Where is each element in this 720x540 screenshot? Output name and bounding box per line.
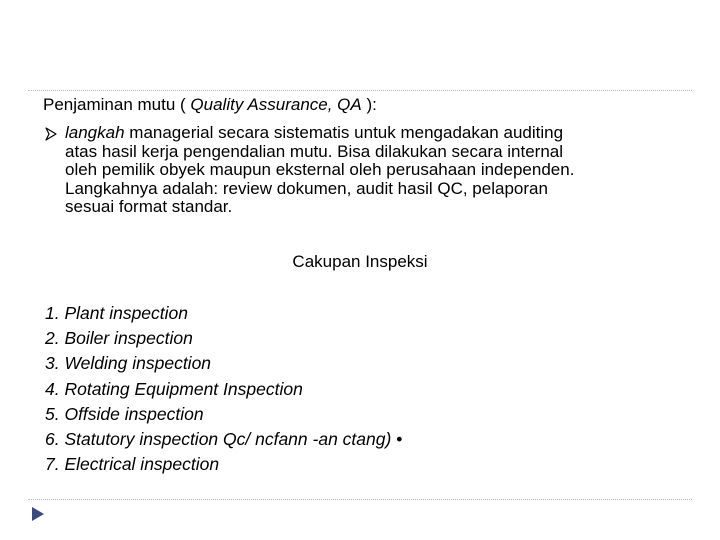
play-arrow-icon[interactable] <box>31 506 45 522</box>
arrow-bullet-icon <box>45 127 57 141</box>
list-item: 6. Statutory inspection Qc/ ncfann -an ctang) • <box>45 429 403 450</box>
definition-text <box>65 124 574 217</box>
heading-prefix: Penjaminan mutu ( <box>43 95 191 114</box>
top-divider <box>28 90 692 91</box>
section-heading <box>43 95 377 115</box>
heading-suffix: ): <box>361 95 377 114</box>
definition-line-5: sesuai format standar. <box>65 197 233 216</box>
inspection-scope-title: Cakupan Inspeksi <box>292 252 428 271</box>
list-item: 3. Welding inspection <box>45 353 212 374</box>
heading-italic: Quality Assurance, QA <box>190 95 362 114</box>
definition-line-4: Langkahnya adalah: review dokumen, audit hasil QC, pelaporan <box>65 178 548 198</box>
definition-line-1-rest: managerial secara sistematis untuk mengadakan auditing <box>124 123 564 142</box>
definition-italic-lead: langkah <box>65 123 125 142</box>
definition-line-2: atas hasil kerja pengendalian mutu. Bisa dilakukan secara internal <box>65 141 564 161</box>
list-item: 5. Offside inspection <box>45 403 204 424</box>
inspection-list <box>45 301 402 477</box>
definition-line-1 <box>65 124 574 143</box>
list-item: 7. Electrical inspection <box>45 454 220 475</box>
list-item: 1. Plant inspection <box>45 303 189 323</box>
list-item: 4. Rotating Equipment Inspection <box>45 378 303 399</box>
bottom-divider <box>28 499 692 500</box>
list-item: 2. Boiler inspection <box>45 328 193 349</box>
definition-line-3: oleh pemilik obyek maupun eksternal oleh perusahaan independen. <box>65 160 575 179</box>
